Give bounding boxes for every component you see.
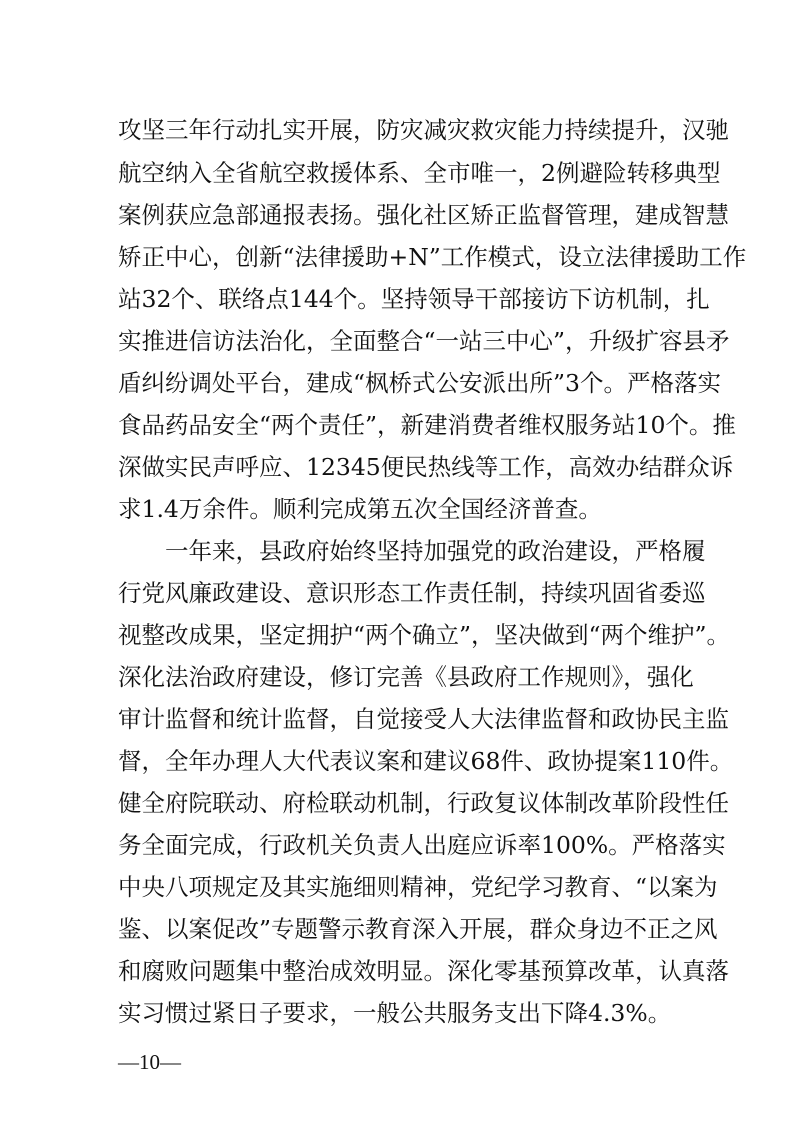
body-text-line: 视整改成果，坚定拥护“两个确立”，坚决做到“两个维护”。 bbox=[118, 621, 731, 649]
body-text-line: 务全面完成，行政机关负责人出庭应诉率100%。严格落实 bbox=[118, 831, 726, 859]
body-text-line: 审计监督和统计监督，自觉接受人大法律监督和政协民主监 bbox=[118, 705, 729, 733]
body-text-line: 求1.4万余件。顺利完成第五次全国经济普查。 bbox=[118, 495, 602, 523]
body-text-line: 矫正中心，创新“法律援助+N”工作模式，设立法律援助工作 bbox=[118, 243, 747, 271]
body-text-line: 案例获应急部通报表扬。强化社区矫正监督管理，建成智慧 bbox=[118, 201, 729, 229]
body-text-line: 督，全年办理人大代表议案和建议68件、政协提案110件。 bbox=[118, 747, 734, 775]
body-text-line: 鉴、以案促改”专题警示教育深入开展，群众身边不正之风 bbox=[118, 915, 718, 943]
body-text-line: 食品药品安全“两个责任”，新建消费者维权服务站10个。推 bbox=[118, 411, 736, 439]
body-text-line: 站32个、联络点144个。坚持领导干部接访下访机制，扎 bbox=[118, 285, 710, 313]
body-text-line: 行党风廉政建设、意识形态工作责任制，持续巩固省委巡 bbox=[118, 579, 706, 607]
body-text-line: 深做实民声呼应、12345便民热线等工作，高效办结群众诉 bbox=[118, 453, 734, 481]
paragraph-first-line: 一年来，县政府始终坚持加强党的政治建设，严格履 bbox=[165, 537, 706, 565]
page-number: —10— bbox=[118, 1050, 181, 1074]
body-text-line: 盾纠纷调处平台，建成“枫桥式公安派出所”3个。严格落实 bbox=[118, 369, 721, 397]
body-text-line: 中央八项规定及其实施细则精神，党纪学习教育、“以案为 bbox=[118, 873, 718, 901]
body-text-line: 健全府院联动、府检联动机制，行政复议体制改革阶段性任 bbox=[118, 789, 729, 817]
body-text-line: 和腐败问题集中整治成效明显。深化零基预算改革，认真落 bbox=[118, 957, 729, 985]
body-text-line: 深化法治政府建设，修订完善《县政府工作规则》，强化 bbox=[118, 663, 694, 691]
body-text-line: 实推进信访法治化，全面整合“一站三中心”，升级扩容县矛 bbox=[118, 327, 730, 355]
body-text-line: 航空纳入全省航空救援体系、全市唯一，2例避险转移典型 bbox=[118, 159, 721, 187]
body-text-line: 攻坚三年行动扎实开展，防灾减灾救灾能力持续提升，汉驰 bbox=[118, 116, 729, 144]
body-text-line: 实习惯过紧日子要求，一般公共服务支出下降4.3%。 bbox=[118, 999, 672, 1027]
